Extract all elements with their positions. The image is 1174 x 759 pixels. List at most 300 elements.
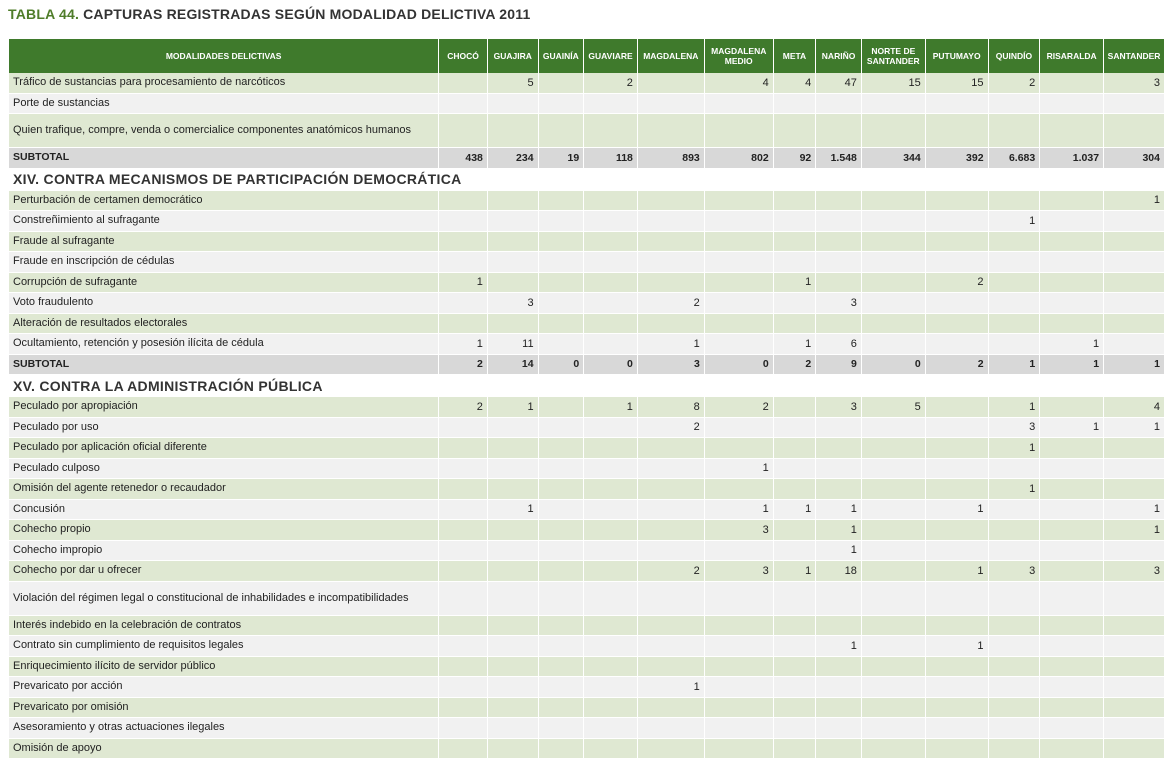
cell-value <box>584 697 638 718</box>
cell-value <box>1104 540 1165 561</box>
cell-value: 0 <box>584 354 638 375</box>
cell-value: 2 <box>988 73 1040 93</box>
cell-value <box>861 499 925 520</box>
column-header: QUINDÍO <box>988 39 1040 73</box>
cell-value: 3 <box>988 417 1040 438</box>
cell-value: 19 <box>538 148 584 169</box>
cell-value: 1 <box>584 397 638 418</box>
cell-value <box>1040 211 1104 232</box>
table-row <box>9 114 1165 148</box>
cell-value <box>637 211 704 232</box>
subtotal-row <box>9 148 1165 169</box>
cell-value: 344 <box>861 148 925 169</box>
row-label: Cohecho propio <box>9 520 439 541</box>
table-row <box>9 272 1165 293</box>
cell-value <box>538 656 584 677</box>
column-header: PUTUMAYO <box>925 39 988 73</box>
cell-value: 1 <box>1104 520 1165 541</box>
column-header: MAGDALENA MEDIO <box>704 39 773 73</box>
row-label: Prevaricato por omisión <box>9 697 439 718</box>
cell-value <box>925 656 988 677</box>
cell-value: 2 <box>925 272 988 293</box>
cell-value <box>1104 677 1165 698</box>
cell-value <box>487 231 538 252</box>
cell-value: 1 <box>1104 354 1165 375</box>
cell-value <box>538 581 584 615</box>
cell-value <box>1040 114 1104 148</box>
cell-value <box>1040 313 1104 334</box>
cell-value <box>816 211 862 232</box>
cell-value: 3 <box>816 397 862 418</box>
row-label: Violación del régimen legal o constitucional de inhabilidades e incompatibilidades <box>9 581 439 615</box>
cell-value <box>439 697 488 718</box>
cell-value <box>861 520 925 541</box>
cell-value <box>704 615 773 636</box>
column-header: META <box>773 39 816 73</box>
cell-value <box>773 114 816 148</box>
row-label: Asesoramiento y otras actuaciones ilegales <box>9 718 439 739</box>
cell-value <box>538 738 584 759</box>
cell-value <box>584 458 638 479</box>
column-header: GUAJIRA <box>487 39 538 73</box>
table-row <box>9 697 1165 718</box>
cell-value <box>861 581 925 615</box>
table-row <box>9 499 1165 520</box>
cell-value <box>704 231 773 252</box>
cell-value <box>925 458 988 479</box>
cell-value: 15 <box>925 73 988 93</box>
data-table <box>9 39 1165 759</box>
cell-value: 1 <box>637 334 704 355</box>
cell-value: 15 <box>861 73 925 93</box>
cell-value <box>861 438 925 459</box>
cell-value <box>637 313 704 334</box>
cell-value <box>1040 677 1104 698</box>
row-label: Interés indebido en la celebración de contratos <box>9 615 439 636</box>
table-row <box>9 738 1165 759</box>
cell-value <box>584 499 638 520</box>
cell-value: 11 <box>487 334 538 355</box>
cell-value <box>1040 581 1104 615</box>
cell-value <box>773 738 816 759</box>
cell-value: 1 <box>637 677 704 698</box>
cell-value: 802 <box>704 148 773 169</box>
cell-value <box>439 656 488 677</box>
cell-value <box>487 252 538 273</box>
cell-value <box>439 114 488 148</box>
cell-value: 6.683 <box>988 148 1040 169</box>
cell-value <box>584 540 638 561</box>
column-header: CHOCÓ <box>439 39 488 73</box>
cell-value <box>637 499 704 520</box>
cell-value <box>439 718 488 739</box>
cell-value <box>704 293 773 314</box>
cell-value <box>1104 438 1165 459</box>
cell-value <box>861 190 925 211</box>
cell-value <box>1040 252 1104 273</box>
cell-value <box>704 697 773 718</box>
cell-value <box>1104 231 1165 252</box>
cell-value <box>439 417 488 438</box>
cell-value <box>439 677 488 698</box>
cell-value <box>988 677 1040 698</box>
cell-value <box>584 417 638 438</box>
cell-value <box>704 656 773 677</box>
cell-value: 1 <box>773 272 816 293</box>
cell-value <box>637 93 704 114</box>
cell-value: 14 <box>487 354 538 375</box>
cell-value <box>439 438 488 459</box>
cell-value: 5 <box>487 73 538 93</box>
cell-value <box>538 190 584 211</box>
cell-value <box>439 738 488 759</box>
cell-value <box>925 293 988 314</box>
cell-value <box>538 438 584 459</box>
row-label: Ocultamiento, retención y posesión ilícita de cédula <box>9 334 439 355</box>
section-header-row <box>9 375 1165 397</box>
row-label: Fraude al sufragante <box>9 231 439 252</box>
cell-value: 1 <box>925 499 988 520</box>
cell-value <box>773 397 816 418</box>
cell-value <box>487 561 538 582</box>
row-label: Corrupción de sufragante <box>9 272 439 293</box>
row-label: Porte de sustancias <box>9 93 439 114</box>
cell-value <box>439 520 488 541</box>
cell-value: 3 <box>704 520 773 541</box>
cell-value <box>1104 93 1165 114</box>
cell-value <box>816 458 862 479</box>
cell-value <box>816 313 862 334</box>
cell-value <box>925 540 988 561</box>
cell-value <box>816 417 862 438</box>
cell-value: 1 <box>988 354 1040 375</box>
cell-value <box>861 479 925 500</box>
cell-value: 1 <box>773 561 816 582</box>
cell-value: 1 <box>1040 334 1104 355</box>
cell-value <box>816 231 862 252</box>
cell-value <box>988 114 1040 148</box>
cell-value <box>584 581 638 615</box>
table-row <box>9 313 1165 334</box>
cell-value <box>1104 479 1165 500</box>
row-label: Cohecho impropio <box>9 540 439 561</box>
cell-value <box>1104 738 1165 759</box>
cell-value <box>773 520 816 541</box>
cell-value <box>1040 499 1104 520</box>
cell-value <box>861 718 925 739</box>
row-label: Voto fraudulento <box>9 293 439 314</box>
cell-value <box>637 718 704 739</box>
table-row <box>9 293 1165 314</box>
cell-value <box>439 636 488 657</box>
cell-value <box>1040 561 1104 582</box>
column-header: NORTE DE SANTANDER <box>861 39 925 73</box>
cell-value <box>704 479 773 500</box>
cell-value <box>861 211 925 232</box>
cell-value: 1 <box>988 438 1040 459</box>
cell-value: 3 <box>704 561 773 582</box>
cell-value: 118 <box>584 148 638 169</box>
cell-value <box>1104 114 1165 148</box>
cell-value: 2 <box>637 293 704 314</box>
cell-value: 392 <box>925 148 988 169</box>
cell-value: 18 <box>816 561 862 582</box>
cell-value <box>773 636 816 657</box>
column-header-label: MODALIDADES DELICTIVAS <box>9 39 439 73</box>
cell-value <box>1040 272 1104 293</box>
cell-value: 3 <box>1104 561 1165 582</box>
cell-value <box>584 211 638 232</box>
cell-value: 1 <box>816 636 862 657</box>
cell-value: 3 <box>1104 73 1165 93</box>
cell-value <box>487 479 538 500</box>
cell-value <box>487 581 538 615</box>
table-row <box>9 252 1165 273</box>
cell-value <box>439 211 488 232</box>
cell-value <box>584 656 638 677</box>
cell-value: 2 <box>637 417 704 438</box>
cell-value <box>704 252 773 273</box>
table-row <box>9 458 1165 479</box>
cell-value <box>637 73 704 93</box>
cell-value <box>1040 458 1104 479</box>
cell-value <box>538 334 584 355</box>
cell-value: 4 <box>773 73 816 93</box>
cell-value <box>487 738 538 759</box>
cell-value <box>988 540 1040 561</box>
cell-value <box>816 656 862 677</box>
cell-value: 3 <box>487 293 538 314</box>
cell-value: 5 <box>861 397 925 418</box>
cell-value <box>704 190 773 211</box>
cell-value <box>637 615 704 636</box>
cell-value <box>637 581 704 615</box>
cell-value <box>1040 293 1104 314</box>
table-row <box>9 718 1165 739</box>
cell-value <box>439 561 488 582</box>
cell-value <box>1104 615 1165 636</box>
cell-value <box>988 738 1040 759</box>
cell-value <box>1104 313 1165 334</box>
cell-value <box>538 293 584 314</box>
cell-value <box>816 677 862 698</box>
cell-value: 438 <box>439 148 488 169</box>
table-row <box>9 231 1165 252</box>
cell-value <box>1040 636 1104 657</box>
row-label: Contrato sin cumplimiento de requisitos legales <box>9 636 439 657</box>
cell-value: 1 <box>773 334 816 355</box>
cell-value <box>988 656 1040 677</box>
cell-value <box>637 272 704 293</box>
cell-value <box>1040 697 1104 718</box>
column-header: GUAINÍA <box>538 39 584 73</box>
row-label: Peculado por apropiación <box>9 397 439 418</box>
cell-value: 2 <box>439 397 488 418</box>
cell-value <box>584 313 638 334</box>
cell-value <box>988 334 1040 355</box>
cell-value <box>861 697 925 718</box>
cell-value <box>439 73 488 93</box>
cell-value <box>538 677 584 698</box>
cell-value <box>816 93 862 114</box>
cell-value <box>816 438 862 459</box>
cell-value <box>584 252 638 273</box>
cell-value <box>861 540 925 561</box>
cell-value <box>816 738 862 759</box>
section-header-row <box>9 168 1165 190</box>
cell-value <box>487 656 538 677</box>
cell-value <box>538 697 584 718</box>
cell-value <box>487 718 538 739</box>
cell-value: 1 <box>925 561 988 582</box>
cell-value <box>487 93 538 114</box>
cell-value <box>538 397 584 418</box>
cell-value: 4 <box>1104 397 1165 418</box>
cell-value: 9 <box>816 354 862 375</box>
cell-value <box>988 293 1040 314</box>
cell-value <box>773 293 816 314</box>
cell-value <box>988 458 1040 479</box>
cell-value <box>439 293 488 314</box>
row-label: Peculado por aplicación oficial diferente <box>9 438 439 459</box>
cell-value <box>925 313 988 334</box>
cell-value <box>637 479 704 500</box>
cell-value <box>773 438 816 459</box>
cell-value <box>487 114 538 148</box>
table-row <box>9 615 1165 636</box>
cell-value <box>439 540 488 561</box>
cell-value <box>439 615 488 636</box>
cell-value <box>773 656 816 677</box>
row-label: Peculado culposo <box>9 458 439 479</box>
cell-value <box>1040 540 1104 561</box>
table-row <box>9 190 1165 211</box>
cell-value <box>861 93 925 114</box>
cell-value <box>925 718 988 739</box>
cell-value: 0 <box>538 354 584 375</box>
cell-value <box>538 313 584 334</box>
cell-value <box>538 417 584 438</box>
cell-value: 2 <box>925 354 988 375</box>
cell-value <box>925 520 988 541</box>
cell-value <box>773 677 816 698</box>
cell-value <box>1104 636 1165 657</box>
table-number: TABLA 44. <box>8 6 80 22</box>
cell-value: 304 <box>1104 148 1165 169</box>
cell-value <box>1040 397 1104 418</box>
cell-value <box>487 540 538 561</box>
cell-value <box>439 190 488 211</box>
cell-value <box>584 561 638 582</box>
cell-value <box>584 718 638 739</box>
cell-value <box>861 252 925 273</box>
cell-value <box>773 458 816 479</box>
cell-value <box>584 272 638 293</box>
cell-value <box>988 697 1040 718</box>
cell-value <box>487 520 538 541</box>
cell-value: 2 <box>704 397 773 418</box>
row-label: Quien trafique, compre, venda o comercialice componentes anatómicos humanos <box>9 114 439 148</box>
cell-value <box>773 252 816 273</box>
cell-value <box>704 114 773 148</box>
cell-value <box>439 458 488 479</box>
cell-value: 1 <box>439 334 488 355</box>
cell-value <box>925 697 988 718</box>
cell-value <box>1040 190 1104 211</box>
cell-value <box>861 231 925 252</box>
cell-value <box>1040 93 1104 114</box>
cell-value <box>584 479 638 500</box>
cell-value <box>439 499 488 520</box>
cell-value <box>1104 252 1165 273</box>
row-label: Enriquecimiento ilícito de servidor público <box>9 656 439 677</box>
cell-value: 1 <box>1104 499 1165 520</box>
cell-value <box>816 581 862 615</box>
section-title: XIV. CONTRA MECANISMOS DE PARTICIPACIÓN DEMOCRÁTICA <box>9 168 1165 190</box>
cell-value <box>773 211 816 232</box>
cell-value: 2 <box>637 561 704 582</box>
cell-value <box>988 190 1040 211</box>
header-row <box>9 39 1165 73</box>
cell-value: 0 <box>861 354 925 375</box>
cell-value <box>1104 697 1165 718</box>
cell-value <box>704 540 773 561</box>
cell-value <box>538 520 584 541</box>
cell-value <box>773 540 816 561</box>
column-header: RISARALDA <box>1040 39 1104 73</box>
cell-value <box>861 293 925 314</box>
row-label: SUBTOTAL <box>9 148 439 169</box>
cell-value <box>487 272 538 293</box>
cell-value <box>538 718 584 739</box>
cell-value <box>538 458 584 479</box>
column-header: NARIÑO <box>816 39 862 73</box>
cell-value <box>704 417 773 438</box>
cell-value <box>584 677 638 698</box>
cell-value <box>1040 520 1104 541</box>
cell-value <box>1104 334 1165 355</box>
cell-value <box>704 334 773 355</box>
cell-value <box>861 272 925 293</box>
row-label: SUBTOTAL <box>9 354 439 375</box>
cell-value: 1 <box>988 397 1040 418</box>
cell-value <box>1104 458 1165 479</box>
cell-value <box>988 252 1040 273</box>
cell-value: 47 <box>816 73 862 93</box>
cell-value <box>637 252 704 273</box>
cell-value: 1 <box>816 540 862 561</box>
cell-value <box>1104 211 1165 232</box>
cell-value: 1 <box>704 458 773 479</box>
table-caption: CAPTURAS REGISTRADAS SEGÚN MODALIDAD DELICTIVA 2011 <box>83 6 531 22</box>
column-header: MAGDALENA <box>637 39 704 73</box>
cell-value: 4 <box>704 73 773 93</box>
cell-value <box>1104 656 1165 677</box>
table-row <box>9 334 1165 355</box>
row-label: Prevaricato por acción <box>9 677 439 698</box>
cell-value <box>487 458 538 479</box>
cell-value <box>1040 718 1104 739</box>
cell-value <box>773 581 816 615</box>
cell-value <box>584 520 638 541</box>
cell-value <box>584 190 638 211</box>
cell-value <box>637 190 704 211</box>
cell-value <box>988 636 1040 657</box>
cell-value <box>861 615 925 636</box>
cell-value <box>538 114 584 148</box>
cell-value <box>538 540 584 561</box>
row-label: Cohecho por dar u ofrecer <box>9 561 439 582</box>
